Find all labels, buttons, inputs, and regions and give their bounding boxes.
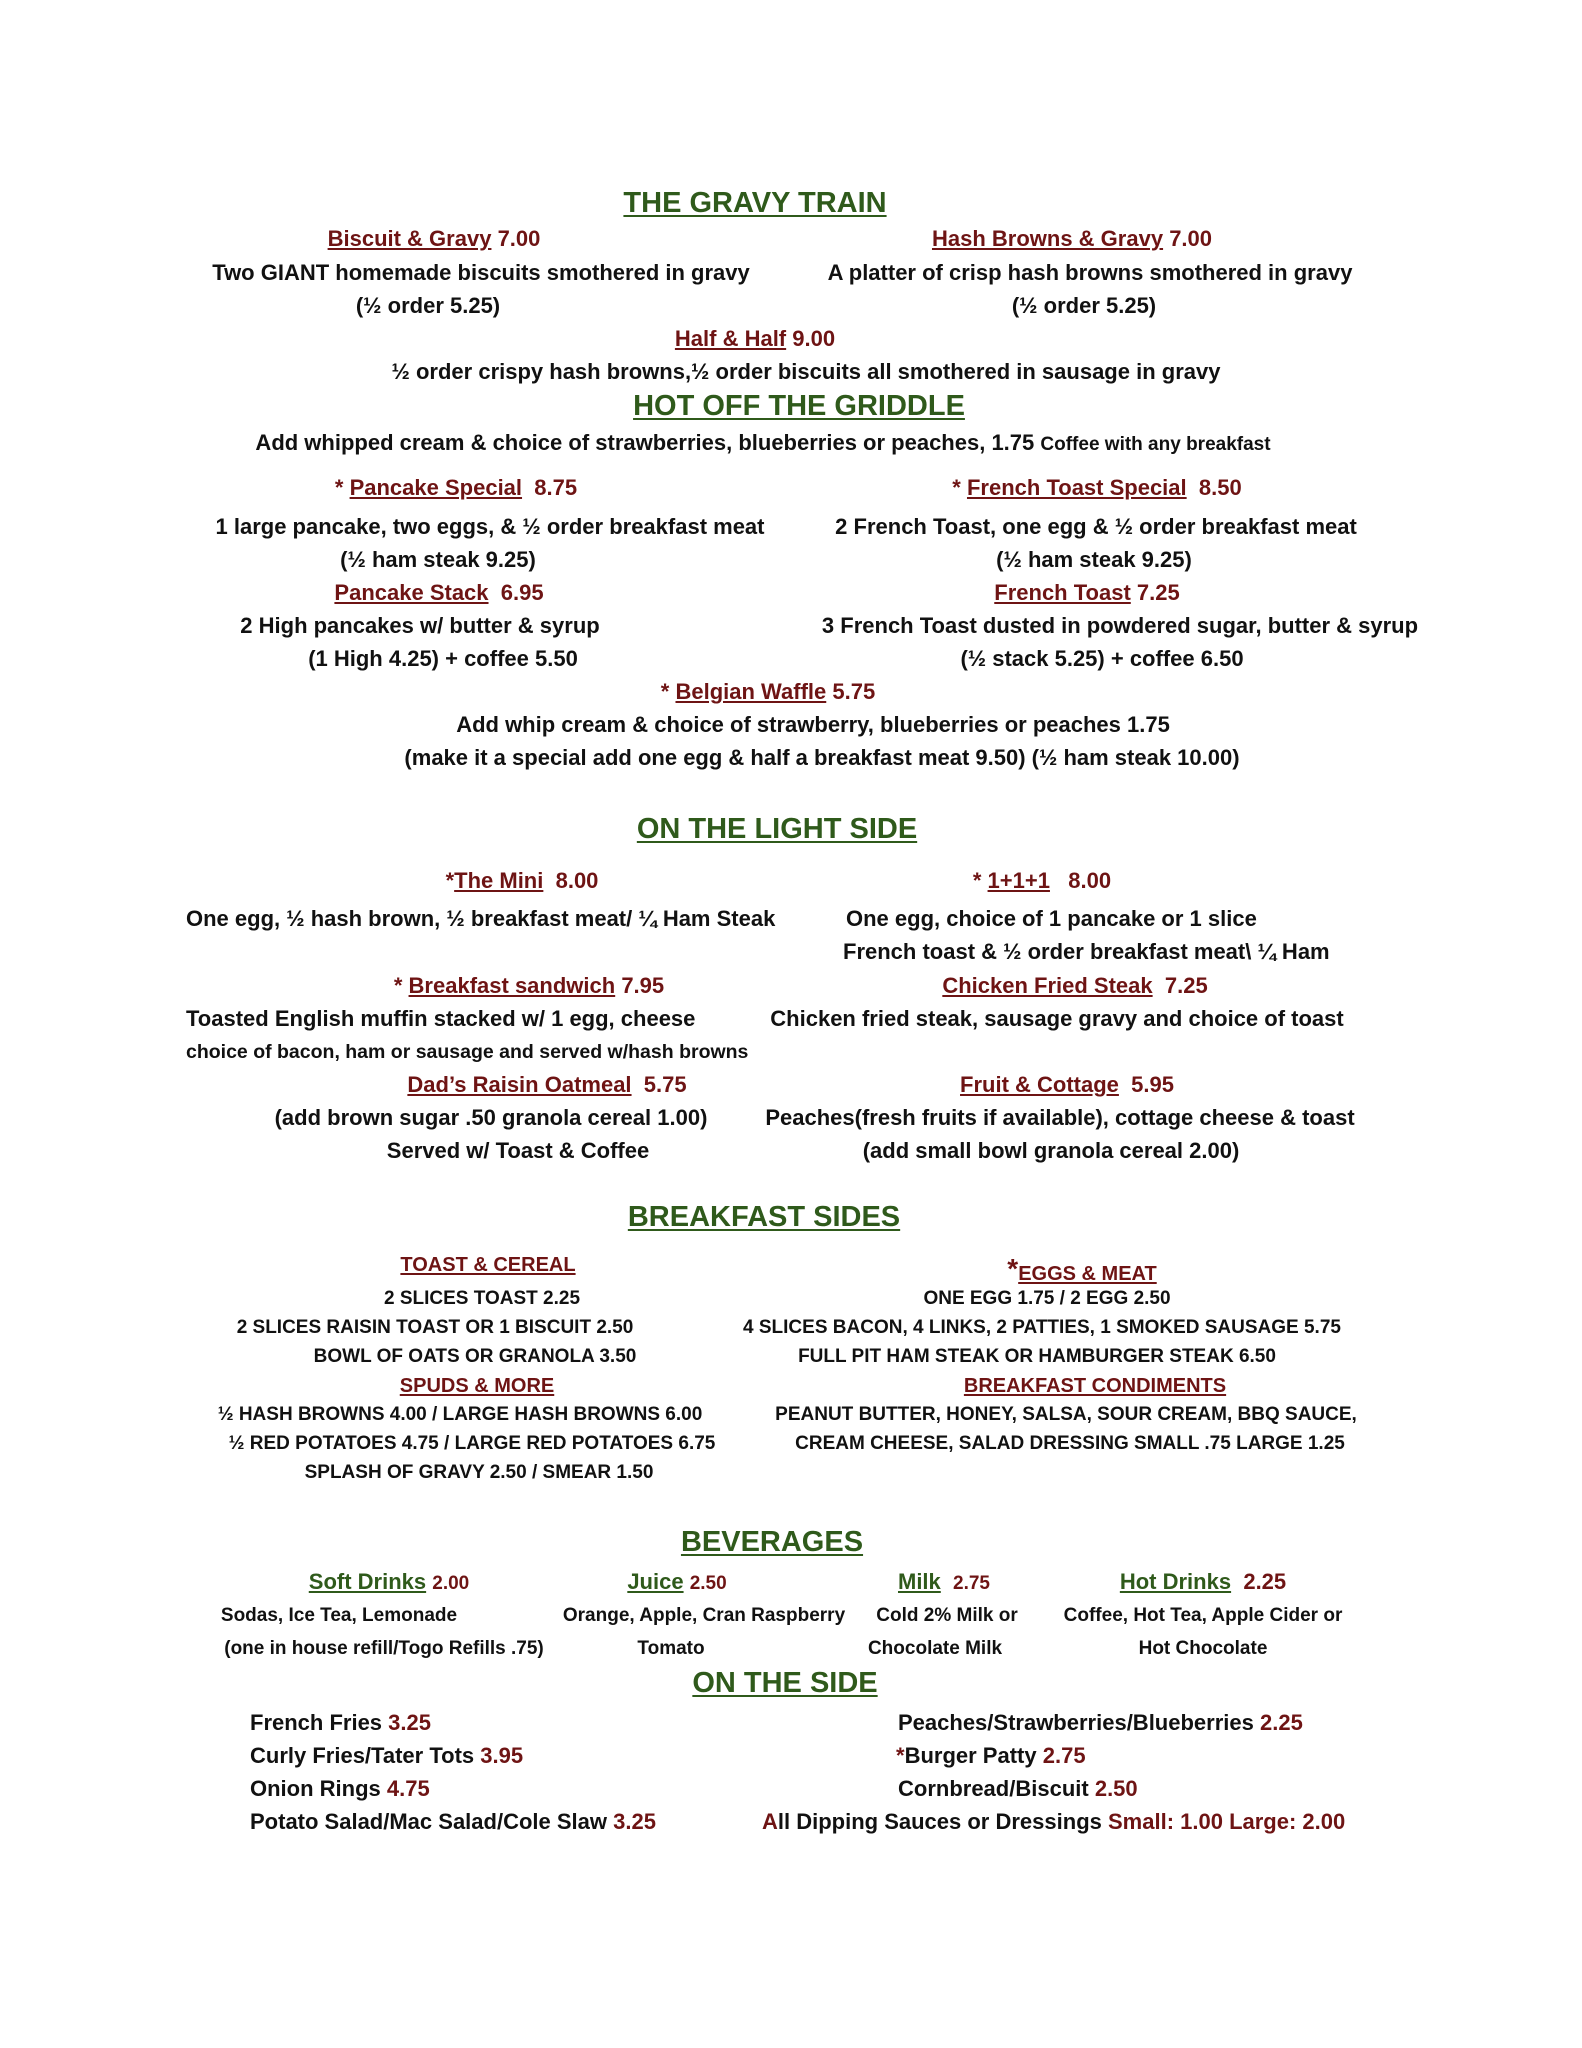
item-name: French Toast [994, 580, 1131, 605]
subsection-title-spuds: SPUDS & MORE [399, 1375, 555, 1397]
menu-item-biscuit-gravy [328, 228, 541, 250]
item-name: Chicken Fried Steak [942, 973, 1153, 998]
toast-line: 2 SLICES RAISIN TOAST OR 1 BISCUIT 2.50 [236, 1317, 634, 1338]
item-note: (½ order 5.25) [1011, 293, 1157, 318]
item-description-2: French toast & ½ order breakfast meat\ ¼ Ham [843, 939, 1330, 964]
condiments-line: PEANUT BUTTER, HONEY, SALSA, SOUR CREAM, BBQ SAUCE, [775, 1404, 1357, 1425]
toast-line: 2 SLICES TOAST 2.25 [383, 1288, 581, 1309]
item-note: (1 High 4.25) + coffee 5.50 [308, 646, 578, 671]
beverage-milk [898, 1571, 990, 1593]
item-description: (add brown sugar .50 granola cereal 1.00) [274, 1105, 708, 1130]
side-name: Cornbread/Biscuit [898, 1776, 1089, 1801]
item-description: One egg, ½ hash brown, ½ breakfast meat/ ¼ Ham Steak [186, 906, 776, 931]
spuds-line: ½ HASH BROWNS 4.00 / LARGE HASH BROWNS 6.00 [217, 1404, 703, 1425]
item-note: (½ order 5.25) [355, 293, 501, 318]
side-price: 3.95 [480, 1743, 524, 1768]
item-price: 7.25 [1164, 973, 1208, 998]
item-price: 7.25 [1136, 580, 1180, 605]
section-title-breakfast-sides: BREAKFAST SIDES [627, 1201, 901, 1233]
beverage-hot-drinks [1120, 1571, 1286, 1593]
eggs-title-text: EGGS & MEAT [1018, 1263, 1157, 1285]
menu-item-french-toast [994, 582, 1179, 604]
section-title-on-the-side: ON THE SIDE [692, 1667, 878, 1699]
side-name: ll Dipping Sauces or Dressings [777, 1809, 1102, 1834]
menu-item-pancake-special [335, 477, 577, 499]
item-description: Two GIANT homemade biscuits smothered in gravy [212, 260, 750, 285]
eggs-line: 4 SLICES BACON, 4 LINKS, 2 PATTIES, 1 SMOKED SAUSAGE 5.75 [743, 1317, 1341, 1338]
beverage-line: Chocolate Milk [867, 1638, 1003, 1659]
item-name: French Toast Special [966, 475, 1187, 500]
item-description: Add whip cream & choice of strawberry, blueberries or peaches 1.75 [456, 712, 1170, 737]
item-name: Half & Half [674, 326, 787, 351]
menu-item-hash-browns-gravy [932, 228, 1212, 250]
eggs-line: ONE EGG 1.75 / 2 EGG 2.50 [923, 1288, 1171, 1309]
item-star: * [972, 868, 988, 893]
side-name: Onion Rings [250, 1776, 381, 1801]
item-note: (½ ham steak 9.25) [340, 547, 536, 572]
griddle-intro [255, 432, 1270, 454]
side-price: 2.25 [1259, 1710, 1303, 1735]
side-price: 3.25 [613, 1809, 656, 1834]
beverage-line: Hot Chocolate [1138, 1638, 1268, 1659]
side-price: 4.75 [386, 1776, 430, 1801]
beverage-price: 2.25 [1243, 1569, 1287, 1594]
spuds-line: ½ RED POTATOES 4.75 / LARGE RED POTATOES 6.75 [228, 1433, 716, 1454]
menu-item-1-1-1 [973, 870, 1111, 892]
item-price: 8.50 [1198, 475, 1242, 500]
item-name: 1+1+1 [987, 868, 1050, 893]
menu-item-french-toast-special [952, 477, 1241, 499]
asterisk: * [1007, 1253, 1019, 1284]
beverage-line: Tomato [637, 1638, 705, 1659]
side-name: Peaches/Strawberries/Blueberries [898, 1710, 1254, 1735]
subsection-title-toast-cereal: TOAST & CEREAL [400, 1254, 576, 1276]
menu-item-fruit-cottage [960, 1074, 1174, 1096]
item-name: Pancake Stack [334, 580, 489, 605]
side-item [762, 1811, 1345, 1833]
beverage-line: Orange, Apple, Cran Raspberry [562, 1605, 846, 1626]
item-star: * [952, 475, 967, 500]
item-description: 1 large pancake, two eggs, & ½ order breakfast meat [215, 514, 765, 539]
beverage-name: Milk [897, 1569, 941, 1594]
menu-item-chicken-fried-steak [942, 975, 1207, 997]
side-item [898, 1712, 1303, 1734]
item-description: 3 French Toast dusted in powdered sugar, butter & syrup [821, 613, 1419, 638]
item-note: (½ stack 5.25) + coffee 6.50 [960, 646, 1244, 671]
side-name: Curly Fries/Tater Tots [250, 1743, 475, 1768]
item-description: 2 High pancakes w/ butter & syrup [240, 613, 600, 638]
item-description: Peaches(fresh fruits if available), cottage cheese & toast [765, 1105, 1355, 1130]
side-item [898, 1778, 1138, 1800]
section-title-griddle: HOT OFF THE GRIDDLE [633, 390, 965, 422]
condiments-line: CREAM CHEESE, SALAD DRESSING SMALL .75 LARGE 1.25 [795, 1433, 1345, 1454]
item-price: 8.75 [534, 475, 578, 500]
item-star: * [334, 475, 350, 500]
item-name: Hash Browns & Gravy [931, 226, 1164, 251]
beverage-price: 2.75 [953, 1573, 991, 1594]
item-price: 9.00 [792, 326, 836, 351]
menu-item-half-and-half [675, 328, 835, 350]
menu-item-raisin-oatmeal [407, 1074, 686, 1096]
item-star: * [393, 973, 409, 998]
item-note: (½ ham steak 9.25) [996, 547, 1192, 572]
item-description-2: (add small bowl granola cereal 2.00) [862, 1138, 1240, 1163]
beverage-name: Juice [627, 1569, 684, 1594]
side-item [250, 1811, 656, 1833]
item-price: 5.75 [832, 679, 876, 704]
item-price: 8.00 [555, 868, 599, 893]
menu-item-the-mini [446, 870, 599, 892]
section-title-beverages: BEVERAGES [680, 1526, 864, 1558]
side-price: 2.75 [1042, 1743, 1086, 1768]
item-price: 7.95 [621, 973, 665, 998]
side-item [896, 1745, 1086, 1767]
item-description: Toasted English muffin stacked w/ 1 egg, cheese [186, 1006, 696, 1031]
item-name: Breakfast sandwich [408, 973, 616, 998]
item-note: (make it a special add one egg & half a breakfast meat 9.50) (½ ham steak 10.00) [404, 745, 1240, 770]
eggs-line: FULL PIT HAM STEAK OR HAMBURGER STEAK 6.50 [798, 1346, 1276, 1367]
beverage-name: Hot Drinks [1119, 1569, 1232, 1594]
side-price: 2.50 [1094, 1776, 1138, 1801]
beverage-line: (one in house refill/Togo Refills .75) [224, 1638, 544, 1659]
item-price: 7.00 [1169, 226, 1213, 251]
item-name: Belgian Waffle [675, 679, 827, 704]
item-price: 7.00 [497, 226, 541, 251]
item-price: 5.95 [1131, 1072, 1174, 1097]
menu-item-belgian-waffle [661, 681, 875, 703]
beverage-soft-drinks [309, 1571, 469, 1593]
item-name: Fruit & Cottage [960, 1072, 1119, 1097]
spuds-line: SPLASH OF GRAVY 2.50 / SMEAR 1.50 [304, 1462, 654, 1483]
beverage-line: Cold 2% Milk or [876, 1605, 1018, 1626]
beverage-name: Soft Drinks [308, 1569, 427, 1594]
item-price: 5.75 [643, 1072, 687, 1097]
intro-text: Add whipped cream & choice of strawberries, blueberries or peaches, 1.75 [255, 430, 1035, 455]
side-name: Potato Salad/Mac Salad/Cole Slaw [250, 1809, 607, 1834]
item-description-2: choice of bacon, ham or sausage and served w/hash browns [186, 1041, 749, 1063]
subsection-title-eggs-meat [1007, 1255, 1156, 1284]
section-title-gravy-train: THE GRAVY TRAIN [623, 187, 887, 219]
item-price: 8.00 [1068, 868, 1112, 893]
side-price: Small: 1.00 Large: 2.00 [1108, 1809, 1346, 1834]
side-star: * [896, 1743, 905, 1768]
intro-small-text: Coffee with any breakfast [1040, 434, 1271, 455]
section-title-light-side: ON THE LIGHT SIDE [636, 813, 918, 845]
toast-line: BOWL OF OATS OR GRANOLA 3.50 [313, 1346, 637, 1367]
item-name: Dad’s Raisin Oatmeal [407, 1072, 632, 1097]
menu-item-breakfast-sandwich [394, 975, 664, 997]
side-name: Burger Patty [904, 1743, 1037, 1768]
side-price: 3.25 [388, 1710, 431, 1735]
side-item [250, 1745, 523, 1767]
menu-item-pancake-stack [334, 582, 543, 604]
item-star: * [660, 679, 676, 704]
side-item [250, 1778, 430, 1800]
item-price: 6.95 [500, 580, 544, 605]
beverage-price: 2.50 [689, 1573, 727, 1594]
item-description-2: Served w/ Toast & Coffee [386, 1138, 650, 1163]
beverage-juice [627, 1571, 726, 1593]
subsection-title-condiments: BREAKFAST CONDIMENTS [963, 1375, 1227, 1397]
item-description: ½ order crispy hash browns,½ order biscuits all smothered in sausage in gravy [391, 359, 1221, 384]
side-item [250, 1712, 431, 1734]
item-description: A platter of crisp hash browns smothered in gravy [827, 260, 1353, 285]
beverage-line: Coffee, Hot Tea, Apple Cider or [1063, 1605, 1343, 1626]
item-star: * [445, 868, 455, 893]
item-description: Chicken fried steak, sausage gravy and choice of toast [770, 1006, 1344, 1031]
side-first-letter: A [762, 1809, 778, 1834]
side-name: French Fries [250, 1710, 383, 1735]
beverage-line: Sodas, Ice Tea, Lemonade [220, 1605, 458, 1626]
item-description: One egg, choice of 1 pancake or 1 slice [846, 906, 1257, 931]
beverage-price: 2.00 [432, 1573, 470, 1594]
item-description: 2 French Toast, one egg & ½ order breakfast meat [835, 514, 1357, 539]
item-name: Pancake Special [349, 475, 523, 500]
item-name: The Mini [454, 868, 544, 893]
item-name: Biscuit & Gravy [327, 226, 492, 251]
